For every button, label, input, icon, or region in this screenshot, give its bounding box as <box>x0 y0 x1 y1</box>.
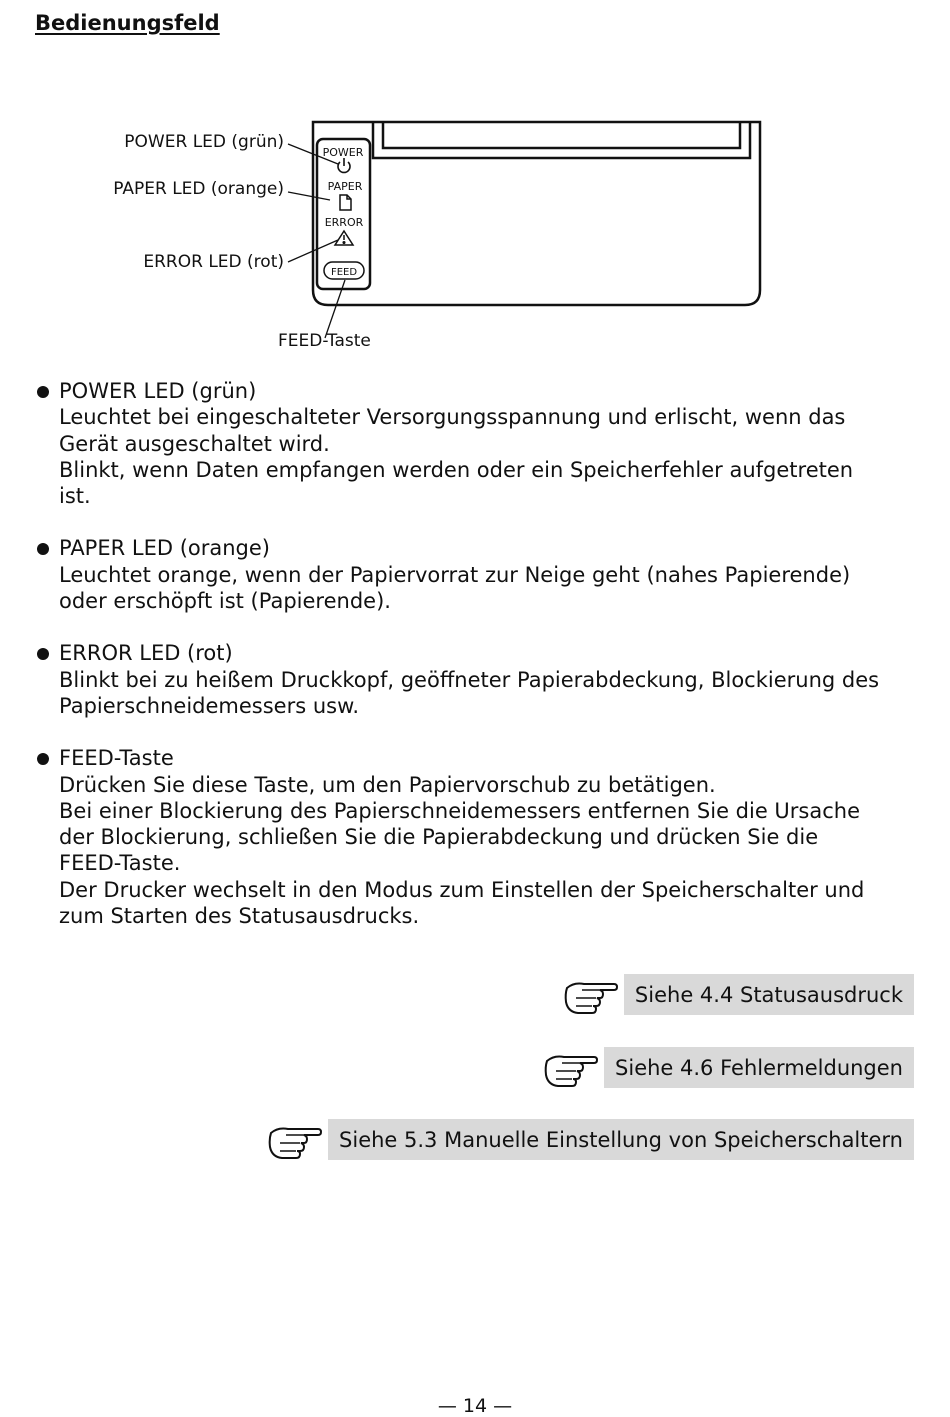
reference-label: Siehe 5.3 Manuelle Einstellung von Speicherschaltern <box>328 1119 914 1160</box>
item-line: ist. <box>59 484 91 509</box>
item-line: Drücken Sie diese Taste, um den Papiervorschub zu betätigen. <box>59 772 716 797</box>
paper-slot <box>373 122 750 158</box>
callout-error-led: ERROR LED (rot) <box>143 252 284 272</box>
item-line: Gerät ausgeschaltet wird. <box>59 431 330 456</box>
item-line: Der Drucker wechselt in den Modus zum Einstellen der Speicherschalter und <box>59 877 865 902</box>
bullet-icon <box>37 648 49 660</box>
reference-label: Siehe 4.6 Fehlermeldungen <box>604 1047 914 1088</box>
pointing-hand-icon <box>266 1119 322 1160</box>
list-item-paper-led <box>35 535 925 614</box>
item-line: Blinkt, wenn Daten empfangen werden oder ein Speicherfehler aufgetreten <box>59 457 854 482</box>
description-list <box>35 378 925 955</box>
item-title: POWER LED (grün) <box>59 379 257 403</box>
item-line: Leuchtet bei eingeschalteter Versorgungsspannung und erlischt, wenn das <box>59 405 846 430</box>
control-panel-diagram <box>0 100 950 370</box>
bullet-icon <box>37 386 49 398</box>
panel-label-feed: FEED <box>330 267 358 278</box>
power-icon <box>338 158 350 172</box>
panel-label-paper: PAPER <box>327 180 363 193</box>
callout-feed-button: FEED-Taste <box>278 331 371 351</box>
callout-paper-led: PAPER LED (orange) <box>113 179 284 199</box>
bullet-icon <box>37 543 49 555</box>
item-line: zum Starten des Statusausdrucks. <box>59 904 420 929</box>
reference-fehlermeldungen[interactable] <box>542 1047 914 1088</box>
item-line: Bei einer Blockierung des Papierschneidemessers entfernen Sie die Ursache <box>59 798 861 823</box>
panel-label-power: POWER <box>322 146 364 159</box>
item-title: ERROR LED (rot) <box>59 641 233 666</box>
pointing-hand-icon <box>542 1047 598 1088</box>
item-line: Papierschneidemessers usw. <box>59 693 360 718</box>
paper-icon <box>340 195 351 210</box>
item-title: FEED-Taste <box>59 746 174 771</box>
item-line: Blinkt bei zu heißem Druckkopf, geöffneter Papierabdeckung, Blockierung des <box>59 667 880 692</box>
page-number: — 14 — <box>437 1395 513 1417</box>
reference-label: Siehe 4.4 Statusausdruck <box>624 974 914 1015</box>
list-item-error-led <box>35 640 925 719</box>
panel-label-error: ERROR <box>324 216 364 229</box>
pointing-hand-icon <box>562 974 618 1015</box>
callout-power-led: POWER LED (grün) <box>124 132 284 152</box>
item-title: PAPER LED (orange) <box>59 536 270 561</box>
item-line: Leuchtet orange, wenn der Papiervorrat zur Neige geht (nahes Papierende) <box>59 562 851 587</box>
reference-statusausdruck[interactable] <box>562 974 914 1015</box>
printer-body-outline <box>313 122 760 305</box>
item-line: FEED-Taste. <box>59 851 181 876</box>
list-item-feed-button <box>35 745 925 929</box>
warning-icon <box>335 231 353 245</box>
item-line: oder erschöpft ist (Papierende). <box>59 589 391 614</box>
item-line: der Blockierung, schließen Sie die Papierabdeckung und drücken Sie die <box>59 825 819 850</box>
bullet-icon <box>37 753 49 765</box>
reference-speicherschalter[interactable] <box>266 1119 914 1160</box>
section-heading: Bedienungsfeld <box>35 11 220 35</box>
list-item-power-led <box>35 378 925 509</box>
